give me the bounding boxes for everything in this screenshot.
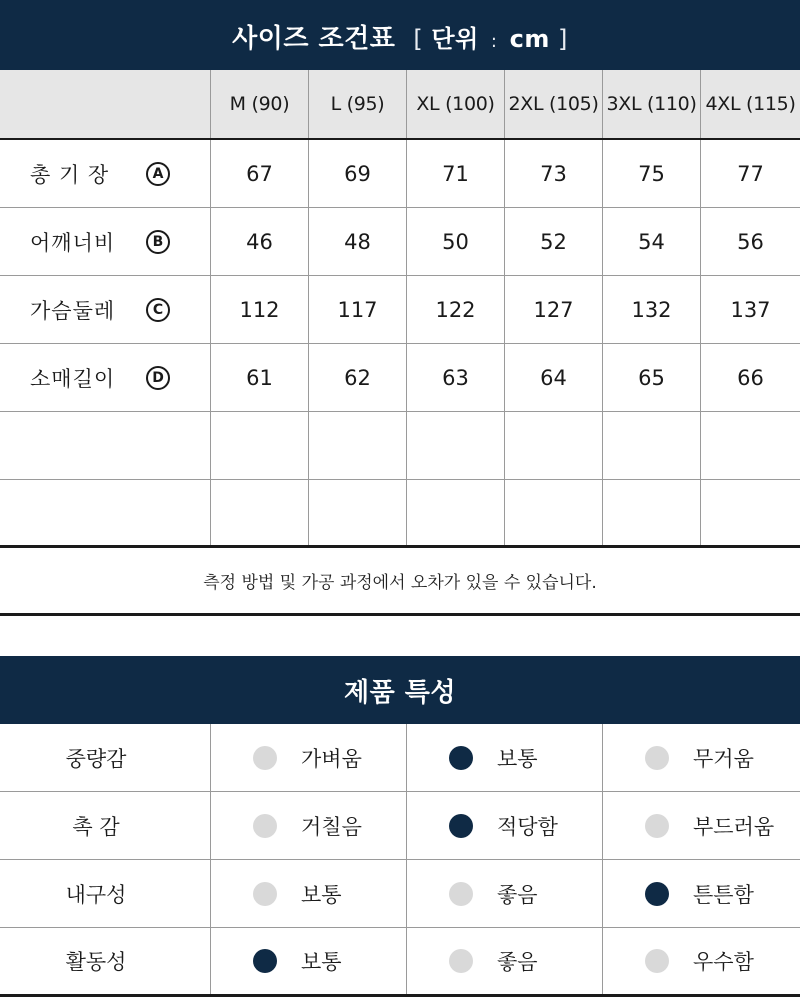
feature-option-label: 보통 xyxy=(301,950,342,974)
size-row xyxy=(0,208,800,276)
size-column-header: 2XL (105) xyxy=(505,70,603,138)
size-column-header: XL (100) xyxy=(407,70,505,138)
size-value-cell: 61 xyxy=(211,344,309,411)
feature-option-label: 무거움 xyxy=(693,746,754,771)
size-column-header: M (90) xyxy=(211,70,309,138)
feature-row xyxy=(0,928,800,997)
size-value-cell xyxy=(701,412,800,479)
size-value-cell xyxy=(407,412,505,479)
size-value-cell xyxy=(407,480,505,545)
unselected-dot-icon xyxy=(645,814,669,838)
feature-option xyxy=(603,928,800,994)
selected-dot-icon xyxy=(253,949,277,973)
size-column-header: 3XL (110) xyxy=(603,70,701,138)
feature-option xyxy=(211,860,407,927)
size-column-header: L (95) xyxy=(309,70,407,138)
size-value-cell xyxy=(309,412,407,479)
feature-option xyxy=(407,724,603,791)
size-value-cell xyxy=(211,412,309,479)
feature-option-label: 가벼움 xyxy=(301,746,362,771)
size-row-empty xyxy=(0,412,800,480)
features-body xyxy=(0,724,800,997)
measurement-marker-icon: D xyxy=(146,366,170,390)
feature-option xyxy=(407,928,603,994)
measurement-marker-icon: C xyxy=(146,298,170,322)
measurement-name: 어깨너비 xyxy=(30,230,116,255)
size-value-cell: 48 xyxy=(309,208,407,275)
size-value-cell: 69 xyxy=(309,140,407,207)
size-row-label xyxy=(0,140,211,207)
feature-option xyxy=(211,928,407,994)
size-value-cell xyxy=(505,412,603,479)
size-row xyxy=(0,140,800,208)
size-row-label xyxy=(0,344,211,411)
measurement-note: 측정 방법 및 가공 과정에서 오차가 있을 수 있습니다. xyxy=(0,548,800,616)
size-column-header: 4XL (115) xyxy=(705,93,796,115)
selected-dot-icon xyxy=(449,814,473,838)
size-value-cell xyxy=(701,480,800,545)
size-value-cell: 63 xyxy=(407,344,505,411)
size-value-cell: 65 xyxy=(603,344,701,411)
size-value-cell: 117 xyxy=(309,276,407,343)
size-row-label xyxy=(0,276,211,343)
feature-option xyxy=(603,724,800,791)
unselected-dot-icon xyxy=(449,882,473,906)
feature-option-label: 보통 xyxy=(497,746,538,771)
size-value-cell xyxy=(211,480,309,545)
selected-dot-icon xyxy=(449,746,473,770)
feature-option-label: 부드러움 xyxy=(693,814,775,839)
unselected-dot-icon xyxy=(253,746,277,770)
size-value-cell: 73 xyxy=(505,140,603,207)
size-header-row xyxy=(0,70,800,140)
feature-option xyxy=(407,860,603,927)
features-header xyxy=(0,656,800,724)
feature-option-label: 적당함 xyxy=(497,814,558,839)
size-value-cell: 132 xyxy=(603,276,701,343)
measurement-name: 가슴둘레 xyxy=(30,298,116,323)
feature-option-label: 보통 xyxy=(301,882,342,907)
size-chart-title: 사이즈 조건표 xyxy=(232,23,396,54)
feature-label: 활동성 xyxy=(0,928,211,994)
feature-option-label: 우수함 xyxy=(693,950,754,974)
selected-dot-icon xyxy=(645,882,669,906)
measurement-name: 소매길이 xyxy=(30,366,116,391)
unselected-dot-icon xyxy=(449,949,473,973)
feature-option xyxy=(211,724,407,791)
size-value-cell: 137 xyxy=(730,297,771,322)
size-value-cell xyxy=(603,480,701,545)
unselected-dot-icon xyxy=(645,746,669,770)
feature-label: 촉 감 xyxy=(0,792,211,859)
size-value-cell: 54 xyxy=(603,208,701,275)
unselected-dot-icon xyxy=(253,814,277,838)
size-value-cell: 77 xyxy=(737,161,764,186)
size-row-label xyxy=(0,208,211,275)
size-chart-body xyxy=(0,140,800,548)
size-value-cell xyxy=(603,412,701,479)
unit-indicator: [ 단위 : cm ] xyxy=(413,24,568,53)
feature-option-label: 튼튼함 xyxy=(693,882,754,907)
feature-option xyxy=(603,860,800,927)
size-value-cell: 46 xyxy=(211,208,309,275)
size-value-cell: 122 xyxy=(407,276,505,343)
feature-option xyxy=(603,792,800,859)
product-features xyxy=(0,656,800,997)
size-row-label xyxy=(0,480,211,545)
size-value-cell: 66 xyxy=(737,365,764,390)
feature-option xyxy=(407,792,603,859)
size-row-empty xyxy=(0,480,800,548)
features-title: 제품 특성 xyxy=(343,677,457,708)
feature-row xyxy=(0,792,800,860)
size-value-cell: 112 xyxy=(211,276,309,343)
size-value-cell: 127 xyxy=(505,276,603,343)
size-chart-header xyxy=(0,2,800,70)
size-value-cell xyxy=(505,480,603,545)
measurement-marker-icon: A xyxy=(146,162,170,186)
size-value-cell: 62 xyxy=(309,344,407,411)
size-row xyxy=(0,276,800,344)
size-header-corner xyxy=(0,70,211,138)
size-value-cell xyxy=(309,480,407,545)
feature-option-label: 좋음 xyxy=(497,882,538,907)
feature-label: 중량감 xyxy=(0,724,211,791)
size-value-cell: 75 xyxy=(603,140,701,207)
feature-row xyxy=(0,724,800,792)
unselected-dot-icon xyxy=(253,882,277,906)
measurement-name: 총 기 장 xyxy=(30,162,110,187)
size-row-label xyxy=(0,412,211,479)
size-value-cell: 50 xyxy=(407,208,505,275)
size-value-cell: 71 xyxy=(407,140,505,207)
size-value-cell: 67 xyxy=(211,140,309,207)
size-value-cell: 64 xyxy=(505,344,603,411)
size-value-cell: 52 xyxy=(505,208,603,275)
size-row xyxy=(0,344,800,412)
feature-option-label: 좋음 xyxy=(497,950,538,974)
feature-option xyxy=(211,792,407,859)
feature-label: 내구성 xyxy=(0,860,211,927)
feature-option-label: 거칠음 xyxy=(301,814,362,839)
feature-row xyxy=(0,860,800,928)
measurement-marker-icon: B xyxy=(146,230,170,254)
unselected-dot-icon xyxy=(645,949,669,973)
size-value-cell: 56 xyxy=(737,229,764,254)
